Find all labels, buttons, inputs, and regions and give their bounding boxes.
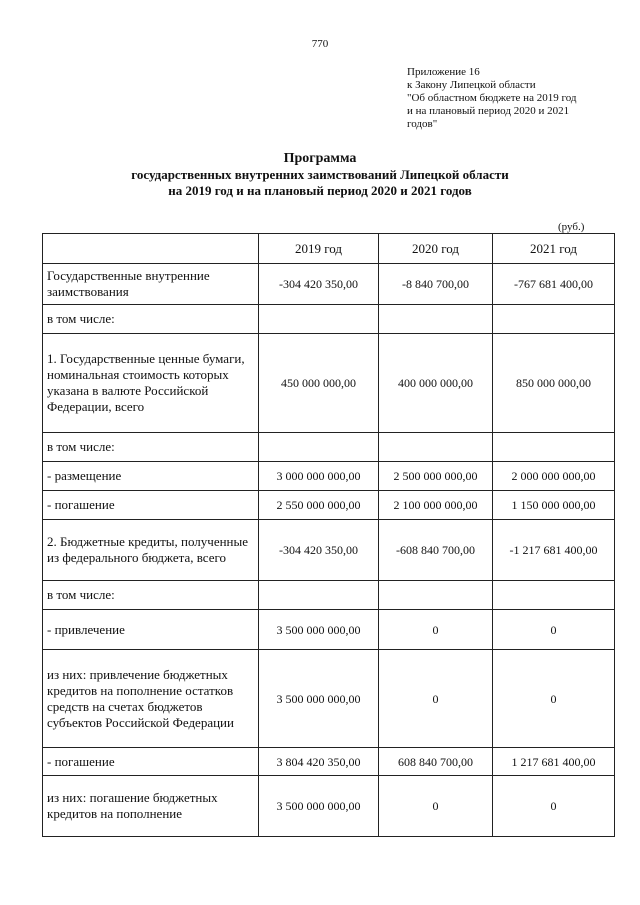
table-row	[43, 776, 615, 837]
appendix-line: "Об областном бюджете на 2019 год	[407, 92, 577, 104]
table-row	[43, 581, 615, 610]
header-empty	[43, 234, 259, 264]
value-2019: -304 420 350,00	[259, 520, 379, 581]
value-2021: -767 681 400,00	[493, 264, 615, 305]
value-2021: 0	[493, 776, 615, 837]
currency-unit: (руб.)	[558, 221, 585, 233]
row-label: в том числе:	[43, 305, 259, 334]
table-row	[43, 748, 615, 776]
value-2020: -8 840 700,00	[379, 264, 493, 305]
row-label: Государственные внутренние заимствования	[43, 264, 259, 305]
value-2019	[259, 305, 379, 334]
value-2019	[259, 433, 379, 462]
row-label: - погашение	[43, 491, 259, 520]
value-2019: 3 500 000 000,00	[259, 776, 379, 837]
table-row	[43, 433, 615, 462]
row-label: - привлечение	[43, 610, 259, 650]
value-2019: 3 804 420 350,00	[259, 748, 379, 776]
header-2021: 2021 год	[493, 234, 615, 264]
title-line-3: на 2019 год и на плановый период 2020 и 2021 годов	[168, 183, 472, 198]
appendix-line: к Закону Липецкой области	[407, 79, 536, 91]
value-2021: 850 000 000,00	[493, 334, 615, 433]
value-2020: -608 840 700,00	[379, 520, 493, 581]
table-header-row	[43, 234, 615, 264]
value-2019: 3 000 000 000,00	[259, 462, 379, 491]
table-row	[43, 491, 615, 520]
row-label: - погашение	[43, 748, 259, 776]
appendix-note	[407, 66, 607, 131]
table-row	[43, 305, 615, 334]
borrowing-program-table	[42, 233, 615, 837]
value-2021: 1 217 681 400,00	[493, 748, 615, 776]
row-label: 2. Бюджетные кредиты, полученные из федерального бюджета, всего	[43, 520, 259, 581]
value-2019	[259, 581, 379, 610]
table-row	[43, 334, 615, 433]
value-2021	[493, 305, 615, 334]
value-2021: 0	[493, 610, 615, 650]
appendix-line: Приложение 16	[407, 66, 480, 78]
value-2020: 400 000 000,00	[379, 334, 493, 433]
header-2020: 2020 год	[379, 234, 493, 264]
value-2019: 450 000 000,00	[259, 334, 379, 433]
table-row	[43, 650, 615, 748]
value-2021: 0	[493, 650, 615, 748]
table-row	[43, 462, 615, 491]
row-label: 1. Государственные ценные бумаги, номинальная стоимость которых указана в валюте Российской Федерации, всего	[43, 334, 259, 433]
value-2019: 3 500 000 000,00	[259, 650, 379, 748]
value-2020	[379, 305, 493, 334]
value-2021: -1 217 681 400,00	[493, 520, 615, 581]
row-label: из них: погашение бюджетных кредитов на пополнение	[43, 776, 259, 837]
appendix-line: и на плановый период 2020 и 2021	[407, 105, 570, 117]
header-2019: 2019 год	[259, 234, 379, 264]
value-2020: 2 500 000 000,00	[379, 462, 493, 491]
value-2019: 3 500 000 000,00	[259, 610, 379, 650]
value-2020: 0	[379, 776, 493, 837]
value-2019: -304 420 350,00	[259, 264, 379, 305]
value-2020: 0	[379, 650, 493, 748]
value-2021: 2 000 000 000,00	[493, 462, 615, 491]
value-2021: 1 150 000 000,00	[493, 491, 615, 520]
title-line-2: государственных внутренних заимствований Липецкой области	[131, 167, 509, 182]
table-row	[43, 520, 615, 581]
row-label: в том числе:	[43, 433, 259, 462]
value-2020: 608 840 700,00	[379, 748, 493, 776]
value-2021	[493, 581, 615, 610]
appendix-line: годов"	[407, 118, 438, 130]
value-2021	[493, 433, 615, 462]
row-label: в том числе:	[43, 581, 259, 610]
value-2019: 2 550 000 000,00	[259, 491, 379, 520]
value-2020: 2 100 000 000,00	[379, 491, 493, 520]
table-row	[43, 610, 615, 650]
value-2020: 0	[379, 610, 493, 650]
row-label: - размещение	[43, 462, 259, 491]
row-label: из них: привлечение бюджетных кредитов на пополнение остатков средств на счетах бюджетов субъектов Российской Федерации	[43, 650, 259, 748]
document-title	[0, 150, 640, 199]
title-line-1: Программа	[283, 151, 357, 166]
value-2020	[379, 581, 493, 610]
page-number: 770	[311, 38, 329, 50]
table-row	[43, 264, 615, 305]
value-2020	[379, 433, 493, 462]
